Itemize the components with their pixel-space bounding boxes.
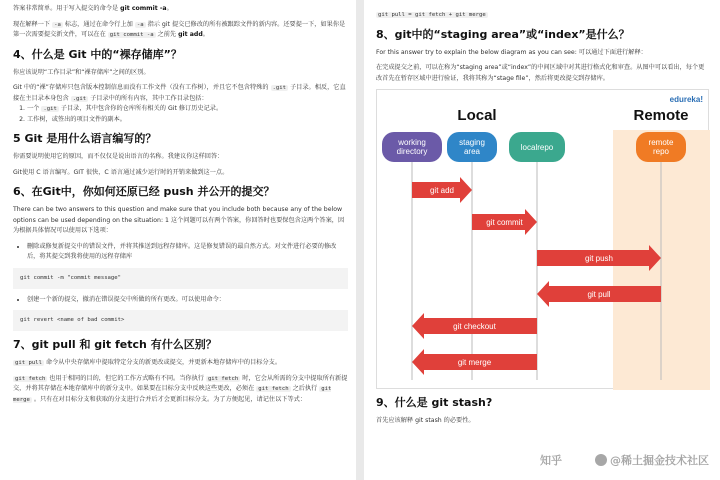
stage-boxes <box>382 132 686 162</box>
q6-paragraph-1: There can be two answers to this question and make sure that you include both because any of the below options can be used depending on the situation: 1 这个问题可以有两个答案，你回答时也要保包含这两个答案，因为根据具体情况可以使用以下选项： <box>13 206 345 234</box>
q7-paragraph-2: git fetch 也用于相同的目的，但它的工作方式略有不同。当你执行 git fetch 时，它会从所需的分支中提取所有新提交，并将其存储在本地存储库中的新分支中。如果要在目标分支中反映这些更改，必须在 git fetch 之后执行 git merge 。只有在对目标分支和获取的分支进行合并后才会更新目标分支。为了方便起见，请记住以下等式： <box>13 374 348 403</box>
localrepo-box <box>509 132 565 162</box>
git-workflow-diagram <box>376 89 709 389</box>
q5-paragraph-2: Git使用 C 语言编写。GIT 很快，C 语言通过减少运行时的开销来做到这一点。 <box>13 168 229 176</box>
intro-paragraph-1: 答案非常简单。用于写入提交的命令是 git commit -a。 <box>13 5 173 12</box>
box-label: staging <box>459 138 485 147</box>
local-label: Local <box>457 107 497 124</box>
box-label: remote <box>648 138 674 147</box>
q8-paragraph-2: 在完成提交之前，可以在称为“staging area”或“index”的中间区域中对其进行格式化和审查。从图中可以看出，每个更改首先在暂存区域中进行验证，我将其称为“stage file”，然后将更改提交到存储库。 <box>376 64 705 82</box>
git-checkout-arrow <box>412 313 537 339</box>
box-label: localrepo <box>520 143 554 152</box>
arrow-label: git merge <box>457 358 492 367</box>
remote-label: Remote <box>633 107 689 124</box>
intro-paragraph-2: 现在解释一下 -a 标志，通过在命令行上加 -a 指示 git 提交已修改的所有被跟踪文件的新内容。还要提一下，如果你是第一次需要提交新文件，可以在在 git commit -a 之前先 git add。 <box>13 20 346 38</box>
left-page <box>0 0 356 480</box>
q4-paragraph-2: Git 中的“裸”存储库只包含版本控制信息而没有工作文件（没有工作树），并且它不包含特殊的 .git 子目录。相反，它直接在主目录本身包含 .git 子目录中的所有内容，其中工作目录包括： <box>13 84 346 102</box>
git-commit-arrow <box>472 209 537 235</box>
git-merge-arrow <box>412 349 537 375</box>
list-item: 2. 工作树，或签出的项目文件的副本。 <box>27 115 348 126</box>
working-directory-box <box>382 132 442 162</box>
diagram-canvas <box>377 90 710 390</box>
q4-list <box>13 104 348 125</box>
q4-heading: 4、什么是 Git 中的“裸存储库”？ <box>13 47 182 61</box>
list-item: • 删除或修复新提交中的错误文件，并将其推送到远程存储库。这是修复错误的最自然方式。对文件进行必要的修改后，将其提交到我将使用的远程存储库 <box>27 242 348 263</box>
brand-label: edureka! <box>669 95 703 104</box>
q8-paragraph-1: For this answer try to explain the below diagram as you can see: 可以通过下面进行解释： <box>376 48 647 56</box>
q7-heading: 7、git pull 和 git fetch 有什么区别？ <box>13 338 217 351</box>
list-item: • 创建一个新的提交，撤消在错误提交中所做的所有更改。可以使用命令： <box>27 295 348 306</box>
box-label: area <box>463 147 481 156</box>
arrow-label: git checkout <box>453 322 496 331</box>
zhihu-watermark: 知乎 <box>540 454 562 467</box>
remote-repo-box <box>636 132 686 162</box>
q6-list-2 <box>13 295 348 306</box>
q4-paragraph-1: 你应该说明“工作目录”和“裸存储库”之间的区别。 <box>13 68 150 76</box>
q6-list-1 <box>13 242 348 263</box>
arrow-label: git commit <box>486 218 523 227</box>
box-label: repo <box>652 147 670 156</box>
q8-heading: 8、git中的“staging area”或“index”是什么？ <box>376 27 630 41</box>
box-label: working <box>398 138 426 147</box>
q5-heading: 5 Git 是用什么语言编写的？ <box>13 132 157 145</box>
code-block: git revert <name of bad commit> <box>13 310 348 331</box>
juejin-watermark: @稀土掘金技术社区 <box>595 452 709 468</box>
staging-area-box <box>447 132 497 162</box>
right-page <box>364 0 720 480</box>
commit-command: git commit -a <box>120 5 167 12</box>
arrow-label: git push <box>584 254 614 263</box>
q9-paragraph-1: 首先应该解释 git stash 的必要性。 <box>376 417 475 424</box>
box-label: directory <box>396 147 428 156</box>
q5-paragraph-1: 你需要说明使用它的原因，而不仅仅是说出语言的名称。我建议你这样回答： <box>13 153 224 160</box>
git-add-arrow <box>412 177 472 203</box>
arrow-label: git add <box>429 186 455 195</box>
juejin-logo-icon <box>595 454 607 466</box>
code-block: git commit -m "commit message" <box>13 268 348 289</box>
q6-heading: 6、在Git中，你如何还原已经 push 并公开的提交？ <box>13 185 275 198</box>
equation-line: git pull = git fetch + git merge <box>378 12 486 18</box>
q9-heading: 9、什么是 git stash? <box>376 396 493 409</box>
list-item: 1. 一个 .git 子目录，其中包含你的仓库所有相关的 Git 修订历史记录。 <box>27 104 348 115</box>
q7-paragraph-1: git pull 命令从中央存储库中提取特定分支的新更改或提交，并更新本地存储库中的目标分支。 <box>15 359 282 366</box>
arrow-label: git pull <box>587 290 611 299</box>
